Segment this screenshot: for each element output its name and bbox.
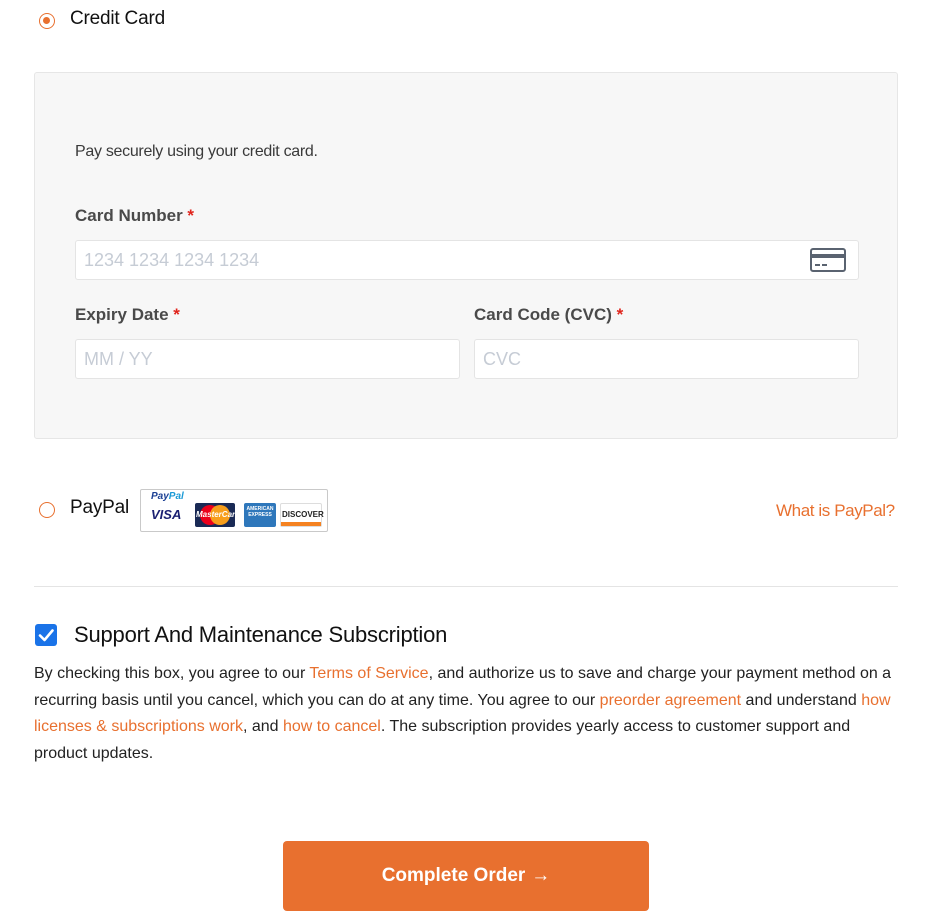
credit-card-icon <box>810 248 846 272</box>
subscription-checkbox[interactable] <box>35 624 57 646</box>
complete-order-label: Complete Order <box>381 865 526 886</box>
cvc-label-text: Card Code (CVC) <box>474 305 612 324</box>
expiry-placeholder: MM / YY <box>84 349 153 369</box>
cvc-label <box>474 305 623 325</box>
expiry-label-text: Expiry Date <box>75 305 169 324</box>
amex-icon <box>244 503 276 527</box>
subscription-terms-text <box>34 661 904 767</box>
credit-card-label[interactable]: Credit Card <box>70 8 165 29</box>
complete-order-button[interactable] <box>283 841 649 911</box>
paypal-label[interactable]: PayPal <box>70 497 130 518</box>
cvc-input[interactable] <box>474 339 859 379</box>
how-to-cancel-link[interactable]: how to cancel <box>283 718 381 735</box>
arrow-right-icon: → <box>531 865 551 886</box>
credit-card-radio[interactable] <box>39 13 55 29</box>
terms-text-segment: By checking this box, you agree to our <box>34 665 310 682</box>
discover-stripe <box>281 522 321 526</box>
visa-text: VISA <box>151 507 182 522</box>
expiry-label <box>75 305 180 325</box>
discover-text: DISCOVER <box>282 510 324 519</box>
paypal-logo <box>151 491 184 502</box>
what-is-paypal-link[interactable]: What is PayPal? <box>776 501 895 520</box>
paypal-accepted-cards-logo <box>140 489 328 532</box>
paypal-logo-pal: Pal <box>168 491 184 502</box>
terms-of-service-link[interactable]: Terms of Service <box>309 665 429 682</box>
credit-card-description: Pay securely using your credit card. <box>75 143 318 160</box>
mastercard-text: MasterCard <box>196 510 241 519</box>
preorder-agreement-link[interactable]: preorder agreement <box>599 691 742 709</box>
licenses-subscriptions-link[interactable]: how licenses & subscriptions work <box>34 691 891 735</box>
required-mark: * <box>173 305 180 324</box>
terms-text-segment: and understand <box>741 691 862 709</box>
cvc-placeholder: CVC <box>483 349 522 369</box>
required-mark: * <box>616 305 624 324</box>
discover-icon <box>280 503 322 527</box>
terms-text-segment: . The subscription provides yearly access to customer support and product updates. <box>34 718 851 762</box>
expiry-input[interactable] <box>75 339 460 379</box>
required-mark: * <box>187 206 195 225</box>
terms-text-segment: , and authorize us to save and charge your payment method on a recurring basis until you cancel, which you can do at any time. You agree to our <box>34 665 892 709</box>
credit-card-panel <box>34 72 898 439</box>
card-number-input[interactable] <box>75 240 859 280</box>
terms-text-segment: , and <box>242 718 283 735</box>
card-number-label-text: Card Number <box>75 206 183 225</box>
visa-icon <box>147 503 187 527</box>
section-divider <box>34 586 898 587</box>
subscription-title[interactable]: Support And Maintenance Subscription <box>74 622 448 647</box>
mastercard-icon <box>195 503 241 527</box>
checkmark-icon <box>35 624 57 646</box>
amex-text: AMERICAN EXPRESS <box>246 506 274 518</box>
card-number-label <box>75 206 194 226</box>
card-number-placeholder: 1234 1234 1234 1234 <box>84 250 260 270</box>
paypal-radio[interactable] <box>39 502 55 518</box>
paypal-logo-pay: Pay <box>151 491 169 502</box>
